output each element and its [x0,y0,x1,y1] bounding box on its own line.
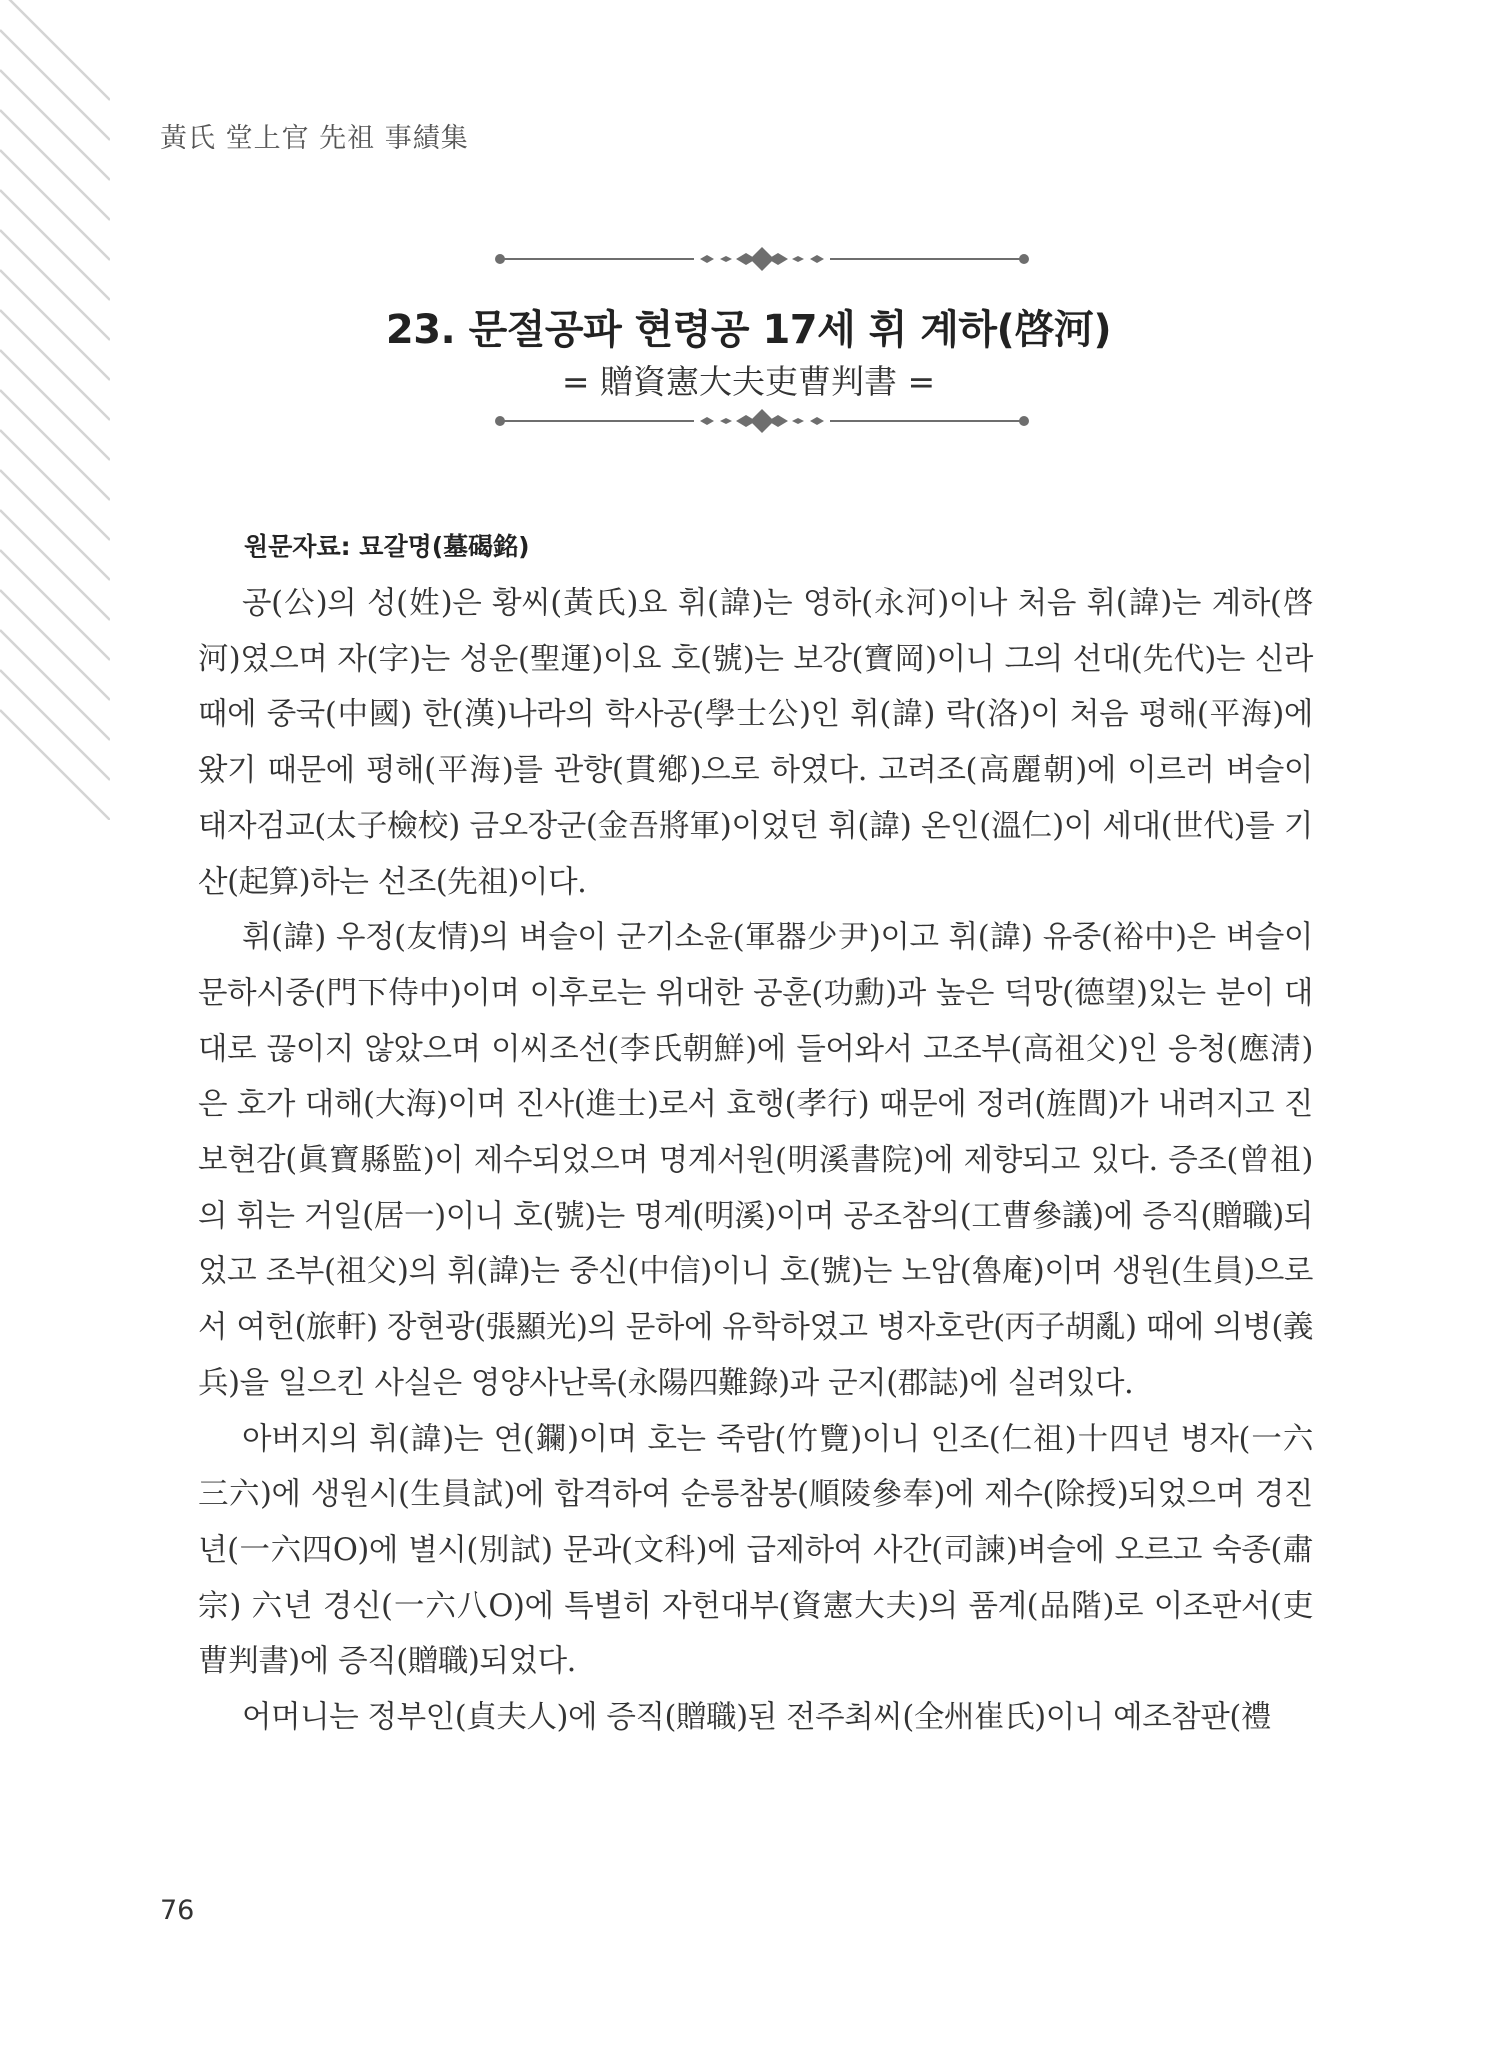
diagonal-stripe-decoration [0,0,110,820]
title-ornament-top [494,246,1030,272]
source-label: 원문자료: 묘갈명(墓碣銘) [244,532,530,561]
paragraph: 휘(諱) 우정(友情)의 벼슬이 군기소윤(軍器少尹)이고 휘(諱) 유중(裕中)은 벼슬이 문하시중(門下侍中)이며 이후로는 위대한 공훈(功勳)과 높은 덕망(德望)있는 분이 대대로 끊이지 않았으며 이씨조선(李氏朝鮮)에 들어와서 고조부(高祖父)인 응청(應淸)은 호가 대해(大海)이며 진사(進士)로서 효행(孝行) 때문에 정려(旌閭)가 내려지고 진보현감(眞寶縣監)이 제수되었으며 명계서원(明溪書院)에 제향되고 있다. 증조(曾祖)의 휘는 거일(居一)이니 호(號)는 명계(明溪)이며 공조참의(工曹參議)에 증직(贈職)되었고 조부(祖父)의 휘(諱)는 중신(中信)이니 호(號)는 노암(魯庵)이며 생원(生員)으로서 여헌(旅軒) 장현광(張顯光)의 문하에 유학하였고 병자호란(丙子胡亂) 때에 의병(義兵)을 일으킨 사실은 영양사난록(永陽四難錄)과 군지(郡誌)에 실려있다. [198,920,1314,1401]
paragraph: 공(公)의 성(姓)은 황씨(黃氏)요 휘(諱)는 영하(永河)이나 처음 휘(諱)는 계하(啓河)였으며 자(字)는 성운(聖運)이요 호(號)는 보강(寶岡)이니 그의 선대(先代)는 신라때에 중국(中國) 한(漢)나라의 학사공(學士公)인 휘(諱) 락(洛)이 처음 평해(平海)에 왔기 때문에 평해(平海)를 관향(貫鄕)으로 하였다. 고려조(高麗朝)에 이르러 벼슬이 태자검교(太子檢校) 금오장군(金吾將軍)이었던 휘(諱) 온인(溫仁)이 세대(世代)를 기산(起算)하는 선조(先祖)이다. [198,586,1313,900]
title-ornament-bottom [494,408,1030,434]
page-number: 76 [160,1895,195,1926]
running-header: 黃氏 堂上官 先祖 事績集 [160,123,469,154]
body-text [198,576,1313,1746]
paragraph: 아버지의 휘(諱)는 연(鑭)이며 호는 죽람(竹覽)이니 인조(仁祖)十四년 병자(一六三六)에 생원시(生員試)에 합격하여 순릉참봉(順陵參奉)에 제수(除授)되었으며 경진년(一六四O)에 별시(別試) 문과(文科)에 급제하여 사간(司諫)벼슬에 오르고 숙종(肅宗) 六년 경신(一六八O)에 특별히 자헌대부(資憲大夫)의 품계(品階)로 이조판서(吏曹判書)에 증직(贈職)되었다. [198,1421,1313,1680]
chapter-subtitle: = 贈資憲大夫吏曹判書 = [561,362,936,401]
paragraph: 어머니는 정부인(貞夫人)에 증직(贈職)된 전주최씨(全州崔氏)이니 예조참판(禮 [242,1700,1271,1736]
chapter-title: 23. 문절공파 현령공 17세 휘 계하(啓河) [385,307,1112,353]
